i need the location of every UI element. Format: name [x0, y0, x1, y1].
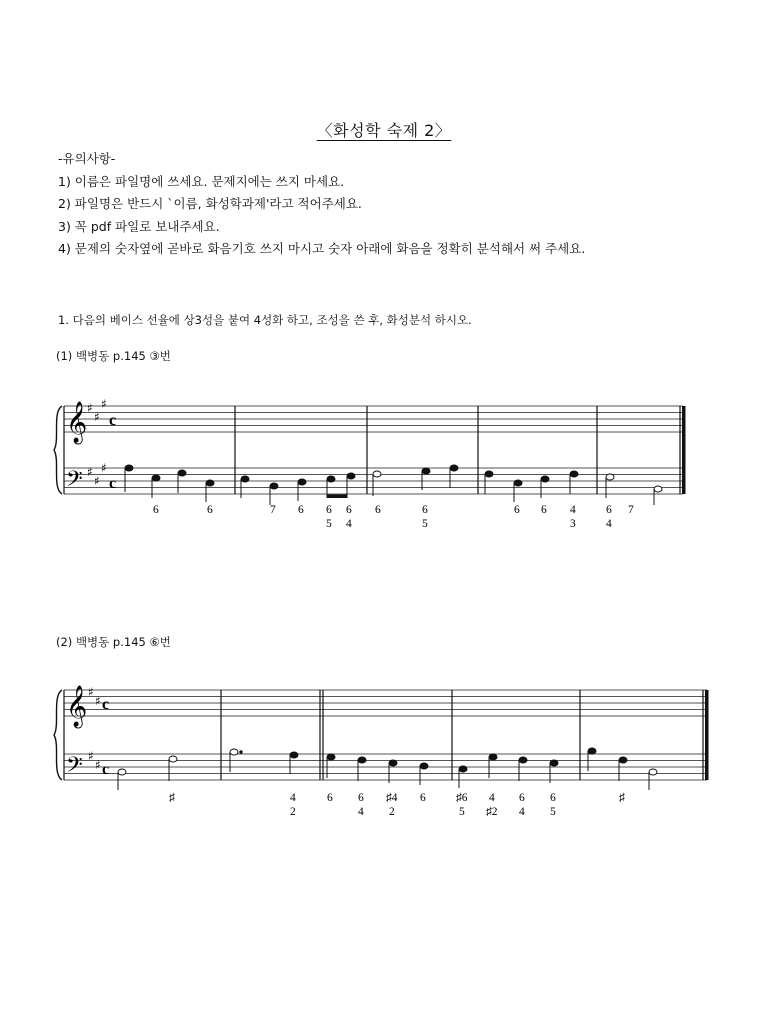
question-prompt: 1. 다음의 베이스 선율에 상3성을 붙여 4성화 하고, 조성을 쓴 후, 화성분석 하시오. — [58, 313, 472, 327]
svg-text:c: c — [102, 696, 110, 713]
instruction-item: 3) 꼭 pdf 파일로 보내주세요. — [58, 218, 220, 234]
svg-text:4: 4 — [570, 504, 576, 516]
svg-text:6: 6 — [519, 792, 525, 804]
instructions — [58, 148, 585, 261]
svg-text:6: 6 — [298, 504, 304, 516]
instructions-heading: -유의사항- — [58, 151, 116, 166]
svg-text:♯: ♯ — [94, 410, 100, 424]
svg-text:6: 6 — [358, 792, 364, 804]
figured-bass-2 — [169, 792, 625, 818]
key-signature-sharps — [87, 397, 107, 488]
svg-text:♯: ♯ — [101, 461, 107, 475]
svg-text:6: 6 — [606, 504, 612, 516]
svg-text:♯: ♯ — [94, 474, 100, 488]
svg-text:4: 4 — [519, 806, 525, 818]
score-system-2 — [0, 665, 768, 835]
brace-icon — [54, 406, 62, 494]
svg-text:♯: ♯ — [619, 792, 625, 804]
bass-clef-icon: 𝄢 — [66, 467, 83, 497]
svg-text:2: 2 — [290, 806, 296, 818]
svg-text:4: 4 — [346, 518, 352, 530]
svg-text:6: 6 — [207, 504, 213, 516]
svg-text:♯4: ♯4 — [386, 792, 398, 804]
svg-text:6: 6 — [346, 504, 352, 516]
brace-icon — [54, 690, 62, 780]
svg-text:♯: ♯ — [169, 792, 175, 804]
svg-text:c: c — [109, 475, 117, 492]
svg-text:6: 6 — [422, 504, 428, 516]
key-signature-sharps — [88, 685, 101, 772]
svg-text:4: 4 — [489, 792, 495, 804]
svg-text:♯: ♯ — [95, 694, 101, 708]
svg-text:6: 6 — [326, 504, 332, 516]
svg-text:7: 7 — [270, 504, 276, 516]
figured-bass-1 — [153, 504, 634, 530]
svg-text:c: c — [102, 761, 110, 778]
svg-text:5: 5 — [422, 518, 428, 530]
svg-text:c: c — [109, 412, 117, 429]
time-signature — [109, 412, 116, 492]
svg-text:5: 5 — [459, 806, 465, 818]
svg-text:6: 6 — [420, 792, 426, 804]
svg-text:3: 3 — [570, 518, 576, 530]
svg-text:5: 5 — [550, 806, 556, 818]
instruction-item: 2) 파일명은 반드시 `이름, 화성학과제'라고 적어주세요. — [58, 196, 362, 211]
svg-text:♯: ♯ — [95, 758, 101, 772]
score-system-1 — [0, 380, 768, 550]
final-barline — [705, 690, 709, 780]
svg-text:2: 2 — [389, 806, 395, 818]
svg-text:♯6: ♯6 — [456, 792, 468, 804]
page-title: 〈화성학 숙제 2〉 — [316, 121, 452, 140]
svg-text:6: 6 — [550, 792, 556, 804]
svg-text:4: 4 — [290, 792, 296, 804]
svg-text:♯: ♯ — [101, 397, 107, 411]
svg-text:6: 6 — [327, 792, 333, 804]
svg-text:6: 6 — [541, 504, 547, 516]
svg-text:♯2: ♯2 — [486, 806, 498, 818]
svg-text:♯: ♯ — [88, 749, 94, 763]
instruction-item: 1) 이름은 파일명에 쓰세요. 문제지에는 쓰지 마세요. — [58, 173, 345, 189]
svg-text:♯: ♯ — [87, 401, 93, 415]
svg-text:7: 7 — [628, 504, 634, 516]
treble-clef-icon: 𝄞 — [66, 686, 88, 727]
svg-text:♯: ♯ — [87, 465, 93, 479]
treble-clef-icon: 𝄞 — [66, 402, 88, 443]
svg-text:♯: ♯ — [88, 685, 94, 699]
svg-text:5: 5 — [326, 518, 332, 530]
exercise-label-1: (1) 백병동 p.145 ③번 — [56, 349, 171, 363]
exercise-label-2: (2) 백병동 p.145 ⑥번 — [56, 635, 171, 649]
bass-clef-icon: 𝄢 — [66, 753, 83, 783]
svg-text:4: 4 — [358, 806, 364, 818]
svg-text:6: 6 — [153, 504, 159, 516]
time-signature — [102, 696, 109, 778]
svg-text:4: 4 — [606, 518, 612, 530]
final-barline — [682, 406, 686, 494]
svg-text:6: 6 — [514, 504, 520, 516]
svg-text:6: 6 — [375, 504, 381, 516]
instruction-item: 4) 문제의 숫자옆에 곧바로 화음기호 쓰지 마시고 숫자 아래에 화음을 정확히 분석해서 써 주세요. — [58, 241, 586, 256]
